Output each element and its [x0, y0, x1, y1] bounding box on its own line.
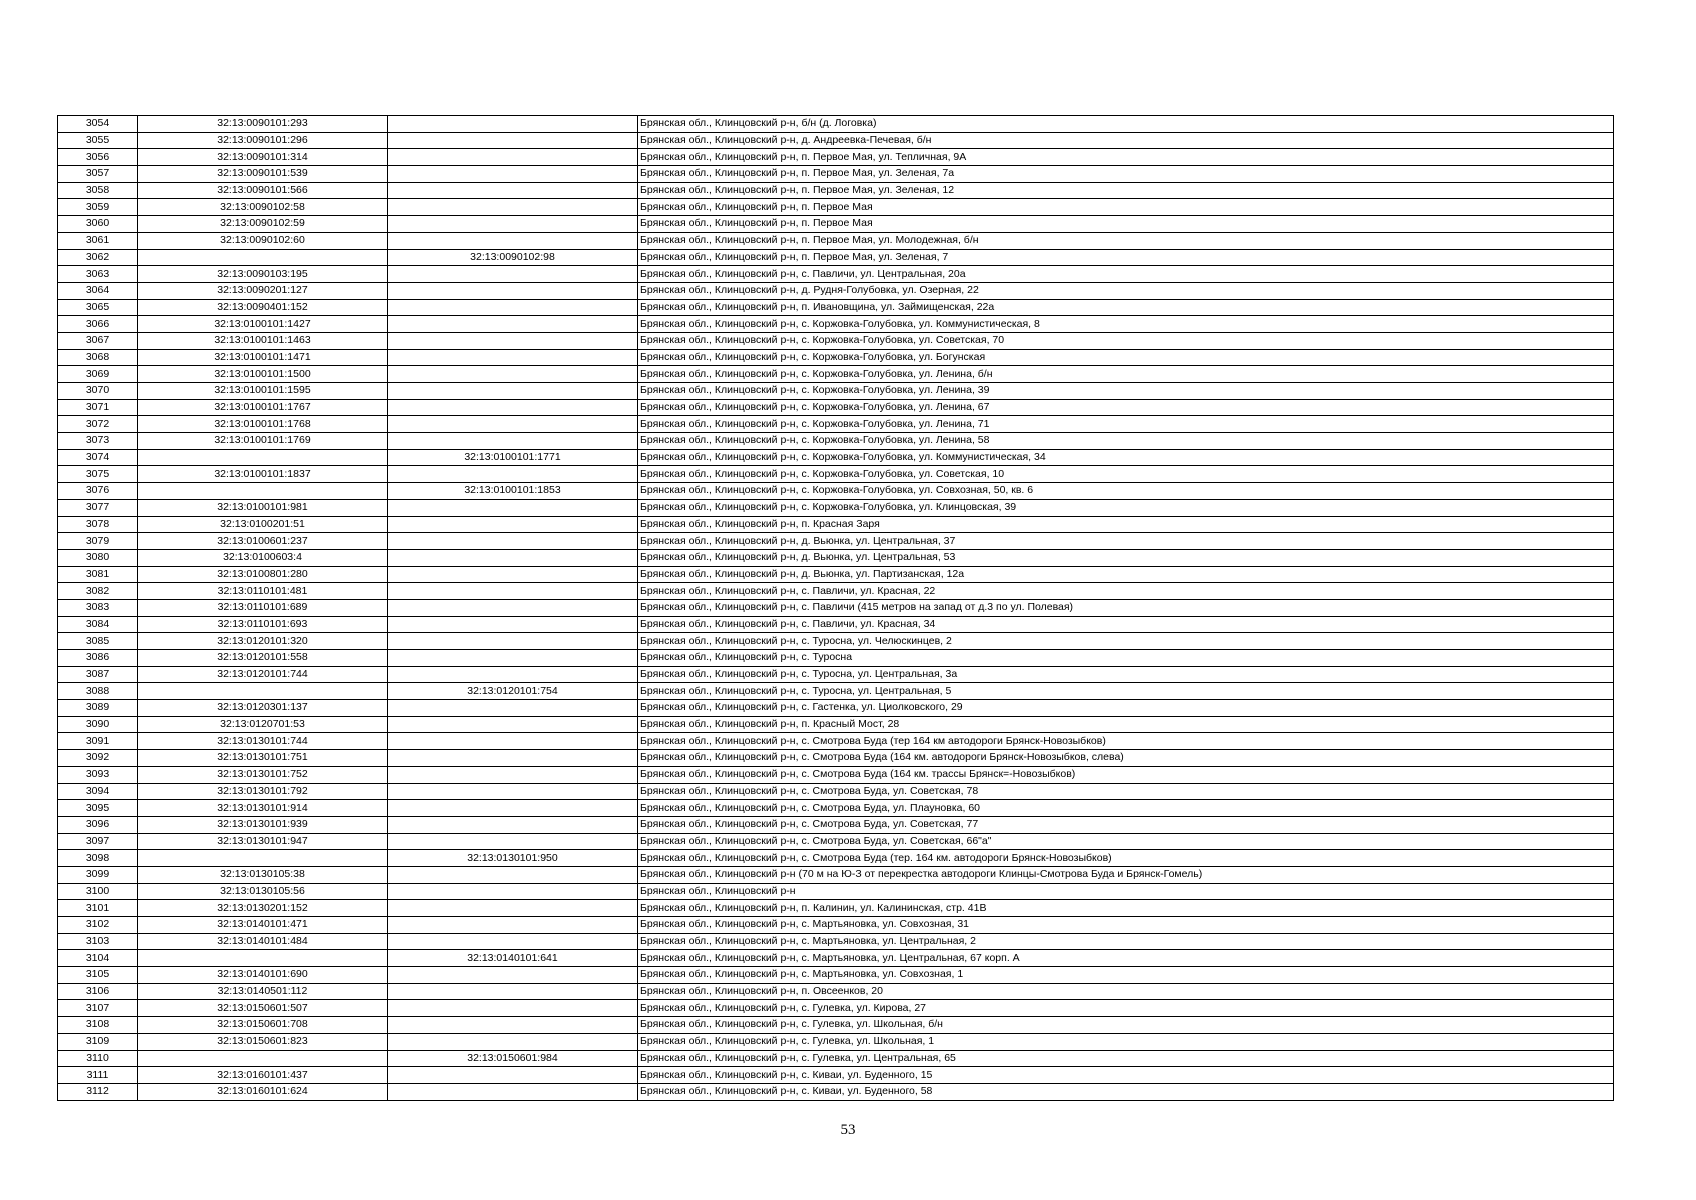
table-row [58, 816, 1614, 833]
table-row [58, 566, 1614, 583]
address-cell: Брянская обл., Клинцовский р-н, с. Коржовка-Голубовка, ул. Клинцовская, 39 [638, 499, 1614, 516]
cadastral-number-alt-cell [388, 833, 638, 850]
address-cell: Брянская обл., Клинцовский р-н, с. Коржовка-Голубовка, ул. Советская, 10 [638, 466, 1614, 483]
row-number-cell: 3074 [58, 449, 138, 466]
cadastral-number-cell: 32:13:0100101:1769 [138, 433, 388, 450]
cadastral-number-cell: 32:13:0100101:1767 [138, 399, 388, 416]
table-row [58, 700, 1614, 717]
table-row [58, 1033, 1614, 1050]
cadastral-number-alt-cell [388, 1017, 638, 1034]
cadastral-number-cell: 32:13:0140501:112 [138, 983, 388, 1000]
cadastral-number-cell: 32:13:0100101:1471 [138, 349, 388, 366]
table-row [58, 383, 1614, 400]
cadastral-number-cell: 32:13:0130101:939 [138, 816, 388, 833]
row-number-cell: 3108 [58, 1017, 138, 1034]
address-cell: Брянская обл., Клинцовский р-н, с. Туросна [638, 650, 1614, 667]
address-cell: Брянская обл., Клинцовский р-н, д. Вьюнка, ул. Центральная, 37 [638, 533, 1614, 550]
address-cell: Брянская обл., Клинцовский р-н, с. Туросна, ул. Челюскинцев, 2 [638, 633, 1614, 650]
cadastral-number-alt-cell [388, 299, 638, 316]
row-number-cell: 3087 [58, 666, 138, 683]
row-number-cell: 3109 [58, 1033, 138, 1050]
property-registry-table [57, 115, 1614, 1101]
address-cell: Брянская обл., Клинцовский р-н, п. Первое Мая [638, 216, 1614, 233]
address-cell: Брянская обл., Клинцовский р-н, с. Коржовка-Голубовка, ул. Ленина, б/н [638, 366, 1614, 383]
table-row [58, 800, 1614, 817]
address-cell: Брянская обл., Клинцовский р-н, с. Коржовка-Голубовка, ул. Ленина, 58 [638, 433, 1614, 450]
row-number-cell: 3101 [58, 900, 138, 917]
row-number-cell: 3072 [58, 416, 138, 433]
address-cell: Брянская обл., Клинцовский р-н, с. Киваи, ул. Буденного, 15 [638, 1067, 1614, 1084]
cadastral-number-alt-cell: 32:13:0140101:641 [388, 950, 638, 967]
cadastral-number-alt-cell [388, 650, 638, 667]
table-row [58, 733, 1614, 750]
cadastral-number-cell: 32:13:0130101:751 [138, 750, 388, 767]
address-cell: Брянская обл., Клинцовский р-н, с. Коржовка-Голубовка, ул. Ленина, 67 [638, 399, 1614, 416]
table-row [58, 182, 1614, 199]
cadastral-number-cell: 32:13:0150601:708 [138, 1017, 388, 1034]
table-row [58, 683, 1614, 700]
row-number-cell: 3062 [58, 249, 138, 266]
cadastral-number-alt-cell [388, 866, 638, 883]
page-number: 53 [840, 1122, 856, 1138]
table-row [58, 1083, 1614, 1100]
table-row [58, 332, 1614, 349]
address-cell: Брянская обл., Клинцовский р-н, п. Первое Мая, ул. Тепличная, 9А [638, 149, 1614, 166]
row-number-cell: 3061 [58, 232, 138, 249]
address-cell: Брянская обл., Клинцовский р-н, с. Туросна, ул. Центральная, 3а [638, 666, 1614, 683]
cadastral-number-cell: 32:13:0090103:195 [138, 266, 388, 283]
table-row [58, 783, 1614, 800]
table-row [58, 650, 1614, 667]
cadastral-number-alt-cell [388, 433, 638, 450]
table-row [58, 917, 1614, 934]
cadastral-number-alt-cell [388, 332, 638, 349]
table-row [58, 366, 1614, 383]
row-number-cell: 3088 [58, 683, 138, 700]
table-row [58, 766, 1614, 783]
cadastral-number-cell [138, 850, 388, 867]
address-cell: Брянская обл., Клинцовский р-н [638, 883, 1614, 900]
row-number-cell: 3104 [58, 950, 138, 967]
cadastral-number-cell: 32:13:0150601:507 [138, 1000, 388, 1017]
row-number-cell: 3069 [58, 366, 138, 383]
row-number-cell: 3070 [58, 383, 138, 400]
row-number-cell: 3099 [58, 866, 138, 883]
cadastral-number-cell: 32:13:0130105:38 [138, 866, 388, 883]
cadastral-number-alt-cell [388, 1083, 638, 1100]
address-cell: Брянская обл., Клинцовский р-н, с. Смотрова Буда, ул. Советская, 78 [638, 783, 1614, 800]
row-number-cell: 3111 [58, 1067, 138, 1084]
table-row [58, 866, 1614, 883]
table-row [58, 516, 1614, 533]
cadastral-number-alt-cell [388, 917, 638, 934]
row-number-cell: 3094 [58, 783, 138, 800]
row-number-cell: 3078 [58, 516, 138, 533]
cadastral-number-alt-cell: 32:13:0090102:98 [388, 249, 638, 266]
cadastral-number-cell: 32:13:0100101:981 [138, 499, 388, 516]
row-number-cell: 3103 [58, 933, 138, 950]
table-row [58, 666, 1614, 683]
cadastral-number-alt-cell [388, 783, 638, 800]
cadastral-number-cell: 32:13:0120301:137 [138, 700, 388, 717]
table-row [58, 883, 1614, 900]
address-cell: Брянская обл., Клинцовский р-н, с. Гулевка, ул. Кирова, 27 [638, 1000, 1614, 1017]
row-number-cell: 3082 [58, 583, 138, 600]
row-number-cell: 3067 [58, 332, 138, 349]
cadastral-number-cell: 32:13:0140101:471 [138, 917, 388, 934]
address-cell: Брянская обл., Клинцовский р-н, п. Калинин, ул. Калининская, стр. 41В [638, 900, 1614, 917]
row-number-cell: 3075 [58, 466, 138, 483]
cadastral-number-cell: 32:13:0100101:1837 [138, 466, 388, 483]
cadastral-number-cell: 32:13:0120101:558 [138, 650, 388, 667]
cadastral-number-alt-cell [388, 1000, 638, 1017]
address-cell: Брянская обл., Клинцовский р-н, п. Первое Мая, ул. Зеленая, 7 [638, 249, 1614, 266]
table-row [58, 933, 1614, 950]
cadastral-number-alt-cell [388, 733, 638, 750]
address-cell: Брянская обл., Клинцовский р-н, с. Гулевка, ул. Центральная, 65 [638, 1050, 1614, 1067]
row-number-cell: 3112 [58, 1083, 138, 1100]
row-number-cell: 3086 [58, 650, 138, 667]
table-row [58, 549, 1614, 566]
address-cell: Брянская обл., Клинцовский р-н, п. Красная Заря [638, 516, 1614, 533]
table-row [58, 1067, 1614, 1084]
row-number-cell: 3096 [58, 816, 138, 833]
cadastral-number-cell: 32:13:0130105:56 [138, 883, 388, 900]
table-row [58, 149, 1614, 166]
cadastral-number-cell: 32:13:0130101:792 [138, 783, 388, 800]
address-cell: Брянская обл., Клинцовский р-н, с. Гулевка, ул. Школьная, 1 [638, 1033, 1614, 1050]
table-row [58, 416, 1614, 433]
address-cell: Брянская обл., Клинцовский р-н, с. Мартьяновка, ул. Совхозная, 31 [638, 917, 1614, 934]
table-row [58, 249, 1614, 266]
address-cell: Брянская обл., Клинцовский р-н, с. Коржовка-Голубовка, ул. Коммунистическая, 34 [638, 449, 1614, 466]
table-row [58, 433, 1614, 450]
cadastral-number-alt-cell [388, 883, 638, 900]
cadastral-number-cell: 32:13:0100101:1595 [138, 383, 388, 400]
cadastral-number-cell: 32:13:0100603:4 [138, 549, 388, 566]
row-number-cell: 3077 [58, 499, 138, 516]
table-row [58, 950, 1614, 967]
cadastral-number-cell: 32:13:0100101:1500 [138, 366, 388, 383]
cadastral-number-cell: 32:13:0120701:53 [138, 716, 388, 733]
address-cell: Брянская обл., Клинцовский р-н, с. Павличи, ул. Красная, 22 [638, 583, 1614, 600]
cadastral-number-alt-cell [388, 1067, 638, 1084]
address-cell: Брянская обл., Клинцовский р-н, с. Павличи (415 метров на запад от д.3 по ул. Полевая) [638, 599, 1614, 616]
cadastral-number-cell: 32:13:0090102:60 [138, 232, 388, 249]
address-cell: Брянская обл., Клинцовский р-н, с. Коржовка-Голубовка, ул. Ленина, 71 [638, 416, 1614, 433]
table-row [58, 483, 1614, 500]
cadastral-number-cell: 32:13:0100601:237 [138, 533, 388, 550]
cadastral-number-alt-cell [388, 416, 638, 433]
table-row [58, 166, 1614, 183]
cadastral-number-alt-cell: 32:13:0120101:754 [388, 683, 638, 700]
cadastral-number-alt-cell [388, 1033, 638, 1050]
row-number-cell: 3071 [58, 399, 138, 416]
table-row [58, 266, 1614, 283]
table-row [58, 833, 1614, 850]
cadastral-number-cell: 32:13:0090101:539 [138, 166, 388, 183]
address-cell: Брянская обл., Клинцовский р-н, с. Мартьяновка, ул. Центральная, 67 корп. А [638, 950, 1614, 967]
table-row [58, 1050, 1614, 1067]
table-row [58, 900, 1614, 917]
table-row [58, 533, 1614, 550]
cadastral-number-alt-cell [388, 766, 638, 783]
row-number-cell: 3095 [58, 800, 138, 817]
address-cell: Брянская обл., Клинцовский р-н, с. Смотрова Буда (тер. 164 км. автодороги Брянск-Новозыбков) [638, 850, 1614, 867]
cadastral-number-alt-cell [388, 967, 638, 984]
cadastral-number-cell [138, 683, 388, 700]
cadastral-number-cell [138, 449, 388, 466]
address-cell: Брянская обл., Клинцовский р-н, д. Рудня-Голубовка, ул. Озерная, 22 [638, 282, 1614, 299]
row-number-cell: 3063 [58, 266, 138, 283]
address-cell: Брянская обл., Клинцовский р-н, б/н (д. Логовка) [638, 116, 1614, 133]
cadastral-number-cell: 32:13:0100201:51 [138, 516, 388, 533]
cadastral-number-cell: 32:13:0150601:823 [138, 1033, 388, 1050]
cadastral-number-cell: 32:13:0090101:293 [138, 116, 388, 133]
cadastral-number-alt-cell [388, 933, 638, 950]
cadastral-number-cell: 32:13:0160101:624 [138, 1083, 388, 1100]
cadastral-number-alt-cell [388, 716, 638, 733]
cadastral-number-alt-cell [388, 599, 638, 616]
cadastral-number-alt-cell [388, 399, 638, 416]
row-number-cell: 3065 [58, 299, 138, 316]
cadastral-number-alt-cell [388, 666, 638, 683]
row-number-cell: 3066 [58, 316, 138, 333]
row-number-cell: 3106 [58, 983, 138, 1000]
address-cell: Брянская обл., Клинцовский р-н, с. Мартьяновка, ул. Центральная, 2 [638, 933, 1614, 950]
cadastral-number-cell: 32:13:0110101:693 [138, 616, 388, 633]
cadastral-number-cell [138, 1050, 388, 1067]
cadastral-number-alt-cell: 32:13:0150601:984 [388, 1050, 638, 1067]
cadastral-number-cell [138, 249, 388, 266]
table-row [58, 499, 1614, 516]
address-cell: Брянская обл., Клинцовский р-н, с. Коржовка-Голубовка, ул. Богунская [638, 349, 1614, 366]
cadastral-number-alt-cell [388, 466, 638, 483]
cadastral-number-cell: 32:13:0100101:1427 [138, 316, 388, 333]
row-number-cell: 3092 [58, 750, 138, 767]
row-number-cell: 3084 [58, 616, 138, 633]
address-cell: Брянская обл., Клинцовский р-н, с. Мартьяновка, ул. Совхозная, 1 [638, 967, 1614, 984]
row-number-cell: 3076 [58, 483, 138, 500]
table-row [58, 750, 1614, 767]
row-number-cell: 3093 [58, 766, 138, 783]
cadastral-number-cell: 32:13:0090101:314 [138, 149, 388, 166]
row-number-cell: 3107 [58, 1000, 138, 1017]
row-number-cell: 3081 [58, 566, 138, 583]
row-number-cell: 3110 [58, 1050, 138, 1067]
cadastral-number-alt-cell [388, 116, 638, 133]
table-row [58, 1000, 1614, 1017]
address-cell: Брянская обл., Клинцовский р-н, с. Гулевка, ул. Школьная, б/н [638, 1017, 1614, 1034]
row-number-cell: 3054 [58, 116, 138, 133]
row-number-cell: 3073 [58, 433, 138, 450]
address-cell: Брянская обл., Клинцовский р-н, с. Коржовка-Голубовка, ул. Ленина, 39 [638, 383, 1614, 400]
table-row [58, 116, 1614, 133]
cadastral-number-alt-cell [388, 583, 638, 600]
cadastral-number-cell [138, 950, 388, 967]
table-row [58, 633, 1614, 650]
address-cell: Брянская обл., Клинцовский р-н, с. Коржовка-Голубовка, ул. Совхозная, 50, кв. 6 [638, 483, 1614, 500]
row-number-cell: 3057 [58, 166, 138, 183]
cadastral-number-alt-cell [388, 499, 638, 516]
cadastral-number-alt-cell [388, 266, 638, 283]
address-cell: Брянская обл., Клинцовский р-н, д. Андреевка-Печевая, б/н [638, 132, 1614, 149]
table-row [58, 399, 1614, 416]
address-cell: Брянская обл., Клинцовский р-н, п. Первое Мая, ул. Зеленая, 7а [638, 166, 1614, 183]
cadastral-number-cell: 32:13:0100801:280 [138, 566, 388, 583]
cadastral-number-alt-cell: 32:13:0130101:950 [388, 850, 638, 867]
address-cell: Брянская обл., Клинцовский р-н, с. Смотрова Буда, ул. Плауновка, 60 [638, 800, 1614, 817]
row-number-cell: 3102 [58, 917, 138, 934]
row-number-cell: 3079 [58, 533, 138, 550]
cadastral-number-cell: 32:13:0090101:566 [138, 182, 388, 199]
row-number-cell: 3090 [58, 716, 138, 733]
address-cell: Брянская обл., Клинцовский р-н, п. Первое Мая, ул. Зеленая, 12 [638, 182, 1614, 199]
cadastral-number-alt-cell [388, 132, 638, 149]
table-row [58, 599, 1614, 616]
cadastral-number-cell: 32:13:0090102:59 [138, 216, 388, 233]
table-row [58, 282, 1614, 299]
cadastral-number-cell: 32:13:0110101:481 [138, 583, 388, 600]
table-row [58, 850, 1614, 867]
cadastral-number-alt-cell [388, 166, 638, 183]
address-cell: Брянская обл., Клинцовский р-н, с. Туросна, ул. Центральная, 5 [638, 683, 1614, 700]
cadastral-number-alt-cell [388, 549, 638, 566]
row-number-cell: 3085 [58, 633, 138, 650]
row-number-cell: 3105 [58, 967, 138, 984]
cadastral-number-cell: 32:13:0130101:744 [138, 733, 388, 750]
cadastral-number-cell: 32:13:0140101:690 [138, 967, 388, 984]
address-cell: Брянская обл., Клинцовский р-н, с. Коржовка-Голубовка, ул. Коммунистическая, 8 [638, 316, 1614, 333]
cadastral-number-alt-cell [388, 750, 638, 767]
row-number-cell: 3100 [58, 883, 138, 900]
cadastral-number-cell: 32:13:0120101:320 [138, 633, 388, 650]
table-row [58, 983, 1614, 1000]
cadastral-number-alt-cell: 32:13:0100101:1771 [388, 449, 638, 466]
address-cell: Брянская обл., Клинцовский р-н, с. Гастенка, ул. Циолковского, 29 [638, 700, 1614, 717]
cadastral-number-alt-cell [388, 216, 638, 233]
table-row [58, 216, 1614, 233]
cadastral-number-alt-cell [388, 616, 638, 633]
row-number-cell: 3097 [58, 833, 138, 850]
cadastral-number-alt-cell: 32:13:0100101:1853 [388, 483, 638, 500]
table-row [58, 199, 1614, 216]
address-cell: Брянская обл., Клинцовский р-н, с. Смотрова Буда, ул. Советская, 77 [638, 816, 1614, 833]
table-row [58, 583, 1614, 600]
cadastral-number-cell: 32:13:0160101:437 [138, 1067, 388, 1084]
address-cell: Брянская обл., Клинцовский р-н, п. Первое Мая, ул. Молодежная, б/н [638, 232, 1614, 249]
table-row [58, 299, 1614, 316]
cadastral-number-cell: 32:13:0120101:744 [138, 666, 388, 683]
cadastral-number-alt-cell [388, 149, 638, 166]
address-cell: Брянская обл., Клинцовский р-н, с. Коржовка-Голубовка, ул. Советская, 70 [638, 332, 1614, 349]
cadastral-number-cell: 32:13:0130101:914 [138, 800, 388, 817]
table-row [58, 967, 1614, 984]
row-number-cell: 3098 [58, 850, 138, 867]
address-cell: Брянская обл., Клинцовский р-н (70 м на Ю-З от перекрестка автодороги Клинцы-Смотрова Буда и Брянск-Гомель) [638, 866, 1614, 883]
cadastral-number-cell: 32:13:0140101:484 [138, 933, 388, 950]
cadastral-number-cell: 32:13:0090401:152 [138, 299, 388, 316]
address-cell: Брянская обл., Клинцовский р-н, с. Киваи, ул. Буденного, 58 [638, 1083, 1614, 1100]
registry-table-body [58, 116, 1614, 1101]
cadastral-number-alt-cell [388, 633, 638, 650]
cadastral-number-cell: 32:13:0100101:1768 [138, 416, 388, 433]
cadastral-number-alt-cell [388, 383, 638, 400]
cadastral-number-cell: 32:13:0110101:689 [138, 599, 388, 616]
cadastral-number-alt-cell [388, 232, 638, 249]
cadastral-number-alt-cell [388, 199, 638, 216]
address-cell: Брянская обл., Клинцовский р-н, с. Смотрова Буда (тер 164 км автодороги Брянск-Новозыбков) [638, 733, 1614, 750]
row-number-cell: 3056 [58, 149, 138, 166]
cadastral-number-alt-cell [388, 282, 638, 299]
row-number-cell: 3089 [58, 700, 138, 717]
document-page [57, 115, 1613, 1101]
cadastral-number-alt-cell [388, 182, 638, 199]
cadastral-number-cell: 32:13:0130101:947 [138, 833, 388, 850]
cadastral-number-cell: 32:13:0100101:1463 [138, 332, 388, 349]
row-number-cell: 3055 [58, 132, 138, 149]
cadastral-number-alt-cell [388, 700, 638, 717]
address-cell: Брянская обл., Клинцовский р-н, с. Смотрова Буда, ул. Советская, 66"а" [638, 833, 1614, 850]
table-row [58, 466, 1614, 483]
table-row [58, 132, 1614, 149]
cadastral-number-cell: 32:13:0090201:127 [138, 282, 388, 299]
cadastral-number-alt-cell [388, 349, 638, 366]
cadastral-number-cell [138, 483, 388, 500]
row-number-cell: 3059 [58, 199, 138, 216]
table-row [58, 449, 1614, 466]
table-row [58, 316, 1614, 333]
cadastral-number-alt-cell [388, 900, 638, 917]
table-row [58, 232, 1614, 249]
row-number-cell: 3068 [58, 349, 138, 366]
cadastral-number-alt-cell [388, 533, 638, 550]
cadastral-number-alt-cell [388, 316, 638, 333]
table-row [58, 349, 1614, 366]
address-cell: Брянская обл., Клинцовский р-н, с. Павличи, ул. Центральная, 20а [638, 266, 1614, 283]
cadastral-number-alt-cell [388, 800, 638, 817]
address-cell: Брянская обл., Клинцовский р-н, д. Вьюнка, ул. Партизанская, 12а [638, 566, 1614, 583]
table-row [58, 1017, 1614, 1034]
cadastral-number-alt-cell [388, 566, 638, 583]
row-number-cell: 3083 [58, 599, 138, 616]
cadastral-number-alt-cell [388, 983, 638, 1000]
row-number-cell: 3064 [58, 282, 138, 299]
address-cell: Брянская обл., Клинцовский р-н, п. Первое Мая [638, 199, 1614, 216]
cadastral-number-cell: 32:13:0130201:152 [138, 900, 388, 917]
row-number-cell: 3060 [58, 216, 138, 233]
address-cell: Брянская обл., Клинцовский р-н, д. Вьюнка, ул. Центральная, 53 [638, 549, 1614, 566]
address-cell: Брянская обл., Клинцовский р-н, п. Овсеенков, 20 [638, 983, 1614, 1000]
cadastral-number-cell: 32:13:0090101:296 [138, 132, 388, 149]
table-row [58, 616, 1614, 633]
row-number-cell: 3091 [58, 733, 138, 750]
cadastral-number-alt-cell [388, 366, 638, 383]
address-cell: Брянская обл., Клинцовский р-н, с. Павличи, ул. Красная, 34 [638, 616, 1614, 633]
address-cell: Брянская обл., Клинцовский р-н, п. Ивановщина, ул. Займищенская, 22а [638, 299, 1614, 316]
cadastral-number-alt-cell [388, 816, 638, 833]
address-cell: Брянская обл., Клинцовский р-н, с. Смотрова Буда (164 км. автодороги Брянск-Новозыбков, слева) [638, 750, 1614, 767]
row-number-cell: 3080 [58, 549, 138, 566]
cadastral-number-alt-cell [388, 516, 638, 533]
table-row [58, 716, 1614, 733]
row-number-cell: 3058 [58, 182, 138, 199]
cadastral-number-cell: 32:13:0130101:752 [138, 766, 388, 783]
cadastral-number-cell: 32:13:0090102:58 [138, 199, 388, 216]
address-cell: Брянская обл., Клинцовский р-н, с. Смотрова Буда (164 км. трассы Брянск=-Новозыбков) [638, 766, 1614, 783]
address-cell: Брянская обл., Клинцовский р-н, п. Красный Мост, 28 [638, 716, 1614, 733]
